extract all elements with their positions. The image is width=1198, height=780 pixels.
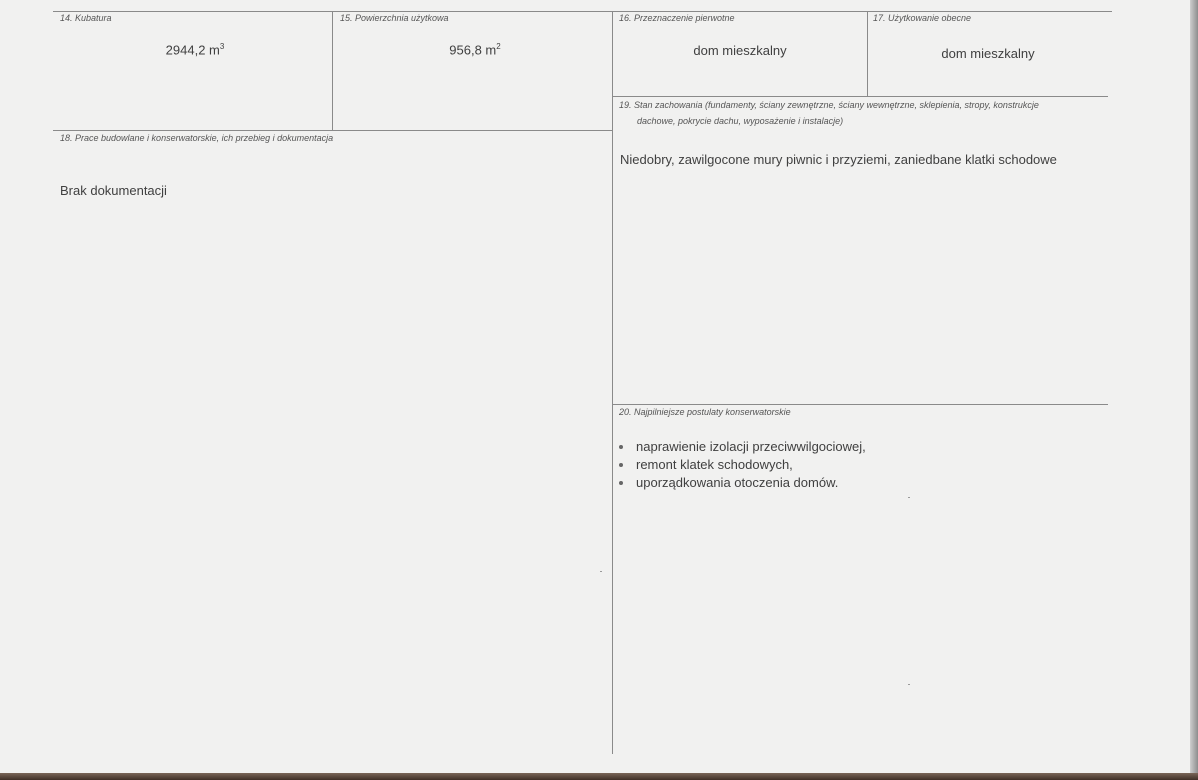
list-item-text: uporządkowania otoczenia domów.	[636, 475, 839, 490]
list-item	[618, 456, 866, 474]
field-15-number: 956,8 m	[449, 42, 497, 58]
field-18-label: 18. Prace budowlane i konserwatorskie, ich przebieg i dokumentacja	[60, 133, 334, 143]
field-18-value: Brak dokumentacji	[60, 183, 167, 198]
row-divider-right	[613, 96, 1108, 97]
bullet-icon	[619, 463, 623, 467]
top-border-line	[53, 11, 1112, 12]
page-edge-bottom	[0, 773, 1198, 780]
list-item-text: remont klatek schodowych,	[636, 457, 793, 472]
scan-speck	[908, 684, 910, 685]
section-20-divider	[613, 404, 1108, 405]
scan-speck	[908, 497, 910, 498]
field-14-value	[140, 42, 250, 57]
field-19-label-line2: dachowe, pokrycie dachu, wyposażenie i instalacje)	[637, 116, 844, 126]
bullet-icon	[619, 481, 623, 485]
col-divider-14-15	[332, 11, 333, 130]
list-item-text: naprawienie izolacji przeciwwilgociowej,	[636, 439, 866, 454]
field-14-unit-sup: 3	[219, 42, 225, 51]
scan-speck	[600, 571, 602, 572]
field-17-label: 17. Użytkowanie obecne	[873, 13, 972, 23]
col-divider-16-17	[867, 11, 868, 96]
field-14-label: 14. Kubatura	[60, 13, 112, 23]
field-14-number: 2944,2 m	[165, 42, 220, 58]
field-15-unit-sup: 2	[496, 42, 501, 51]
field-16-label: 16. Przeznaczenie pierwotne	[619, 13, 735, 23]
page-edge-right	[1190, 0, 1198, 780]
list-item	[618, 474, 866, 492]
row-divider-left	[53, 130, 613, 131]
field-17-value: dom mieszkalny	[941, 46, 1035, 61]
field-20-list	[618, 438, 866, 492]
field-15-label: 15. Powierzchnia użytkowa	[340, 13, 449, 23]
field-16-value: dom mieszkalny	[693, 43, 787, 58]
field-19-label-line1: 19. Stan zachowania (fundamenty, ściany zewnętrzne, ściany wewnętrzne, sklepienia, stropy, konstrukcje	[619, 100, 1039, 110]
field-15-value	[420, 42, 530, 57]
field-19-value: Niedobry, zawilgocone mury piwnic i przyziemi, zaniedbane klatki schodowe	[620, 152, 1057, 167]
bullet-icon	[619, 445, 623, 449]
col-divider-main	[612, 11, 613, 754]
field-20-label: 20. Najpilniejsze postulaty konserwatorskie	[619, 407, 791, 417]
list-item	[618, 438, 866, 456]
